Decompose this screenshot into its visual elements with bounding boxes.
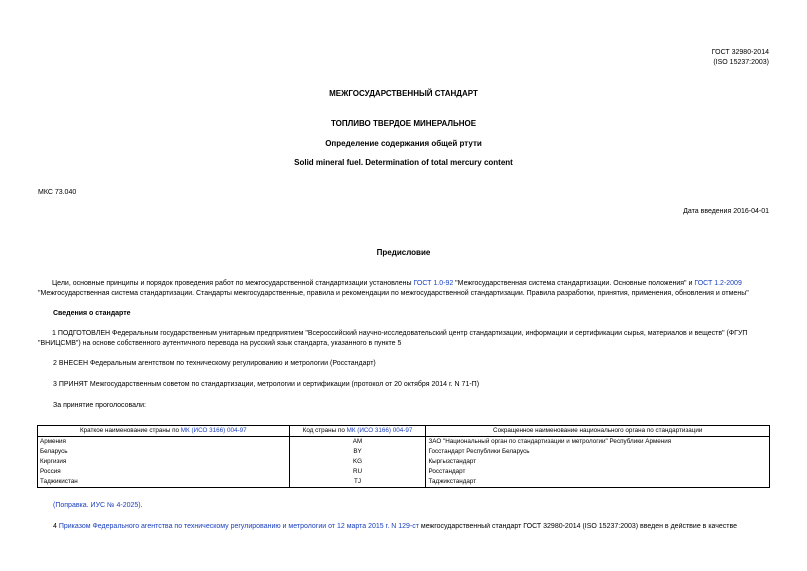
table-row (38, 457, 770, 467)
item-1: 1 ПОДГОТОВЛЕН Федеральным государственным унитарным предприятием "Всероссийский научно-исследовательский центр стандартизации, информации и сертификации сырья, материалов и веществ" (ФГУП "ВНИЦСМВ") на основе собственного аутентичного перевода на русский язык стандарта, указанного в пункте 5 (38, 330, 748, 347)
preface-paragraph (38, 279, 770, 299)
amendment-note: (Поправка. ИУС № 4-2025). (53, 502, 143, 509)
standard-subtitle-ru: Определение содержания общей ртути (325, 139, 482, 148)
cell-body: Росстандарт (426, 467, 770, 477)
intro-date: Дата введения 2016-04-01 (683, 208, 769, 215)
gost-1-2-link[interactable]: ГОСТ 1.2-2009 (694, 280, 742, 287)
cell-code: AM (289, 437, 426, 448)
order-link[interactable]: Приказом Федерального агентства по техническому регулированию и метрологии от 12 марта 2015 г. N 129-ст (58, 523, 419, 530)
iso-number: (ISO 15237:2003) (713, 59, 769, 66)
table-row (38, 467, 770, 477)
cell-code: RU (289, 467, 426, 477)
gost-1-0-link[interactable]: ГОСТ 1.0-92 (413, 280, 454, 287)
col-body-header: Сокращенное наименование национального органа по стандартизации (426, 426, 770, 437)
cell-country: Таджикистан (38, 477, 290, 488)
mk-iso-link-col2[interactable]: МК (ИСО 3166) 004-97 (346, 427, 413, 434)
mk-iso-link-col1[interactable]: МК (ИСО 3166) 004-97 (180, 427, 247, 434)
preface-heading: Предисловие (376, 248, 431, 257)
cell-country: Киргизия (38, 457, 290, 467)
item-2: 2 ВНЕСЕН Федеральным агентством по техническому регулированию и метрологии (Росстандарт) (53, 360, 376, 367)
col-code-header: Код страны по МК (ИСО 3166) 004-97 (289, 426, 426, 437)
amendment-link[interactable]: (Поправка. ИУС № 4-2025) (53, 502, 141, 509)
item-3: 3 ПРИНЯТ Межгосударственным советом по стандартизации, метрологии и сертификации (протокол от 20 октября 2014 г. N 71-П) (53, 381, 480, 388)
cell-body: Госстандарт Республики Беларусь (426, 447, 770, 457)
mks-code: МКС 73.040 (38, 189, 77, 196)
doc-designation (712, 48, 769, 68)
cell-country: Армения (38, 437, 290, 448)
standard-title: ТОПЛИВО ТВЕРДОЕ МИНЕРАЛЬНОЕ (330, 119, 477, 128)
countries-table (37, 425, 770, 488)
standard-category: МЕЖГОСУДАРСТВЕННЫЙ СТАНДАРТ (329, 89, 478, 98)
standard-subtitle-en: Solid mineral fuel. Determination of total mercury content (294, 158, 513, 167)
preface-text-1: Цели, основные принципы и порядок проведения работ по межгосударственной стандартизации установлены (52, 280, 414, 287)
cell-code: TJ (289, 477, 426, 488)
table-row (38, 477, 770, 488)
cell-code: BY (289, 447, 426, 457)
voted-label: За принятие проголосовали: (53, 402, 146, 409)
cell-body: ЗАО "Национальный орган по стандартизации и метрологии" Республики Армения (426, 437, 770, 448)
cell-body: Кыргызстандарт (426, 457, 770, 467)
table-row (38, 437, 770, 448)
table-row (38, 447, 770, 457)
preface-text-2: "Межгосударственная система стандартизации. Основные положения" и (453, 280, 695, 287)
cell-body: Таджикстандарт (426, 477, 770, 488)
info-heading: Сведения о стандарте (53, 310, 131, 317)
table-header-row (38, 426, 770, 437)
doc-number: ГОСТ 32980-2014 (711, 49, 769, 56)
col-country-header: Краткое наименование страны по МК (ИСО 3166) 004-97 (38, 426, 290, 437)
preface-text-3: "Межгосударственная система стандартизации. Стандарты межгосударственные, правила и рекомендации по межгосударственной стандартизации. Правила разработки, принятия, применения, обновления и отмены" (38, 290, 749, 297)
cell-country: Беларусь (38, 447, 290, 457)
cell-code: KG (289, 457, 426, 467)
cell-country: Россия (38, 467, 290, 477)
item-4: 4 Приказом Федерального агентства по техническому регулированию и метрологии от 12 марта 2015 г. N 129-ст межгосударственный стандарт ГОСТ 32980-2014 (ISO 15237:2003) введен в действие в качестве (53, 523, 738, 530)
